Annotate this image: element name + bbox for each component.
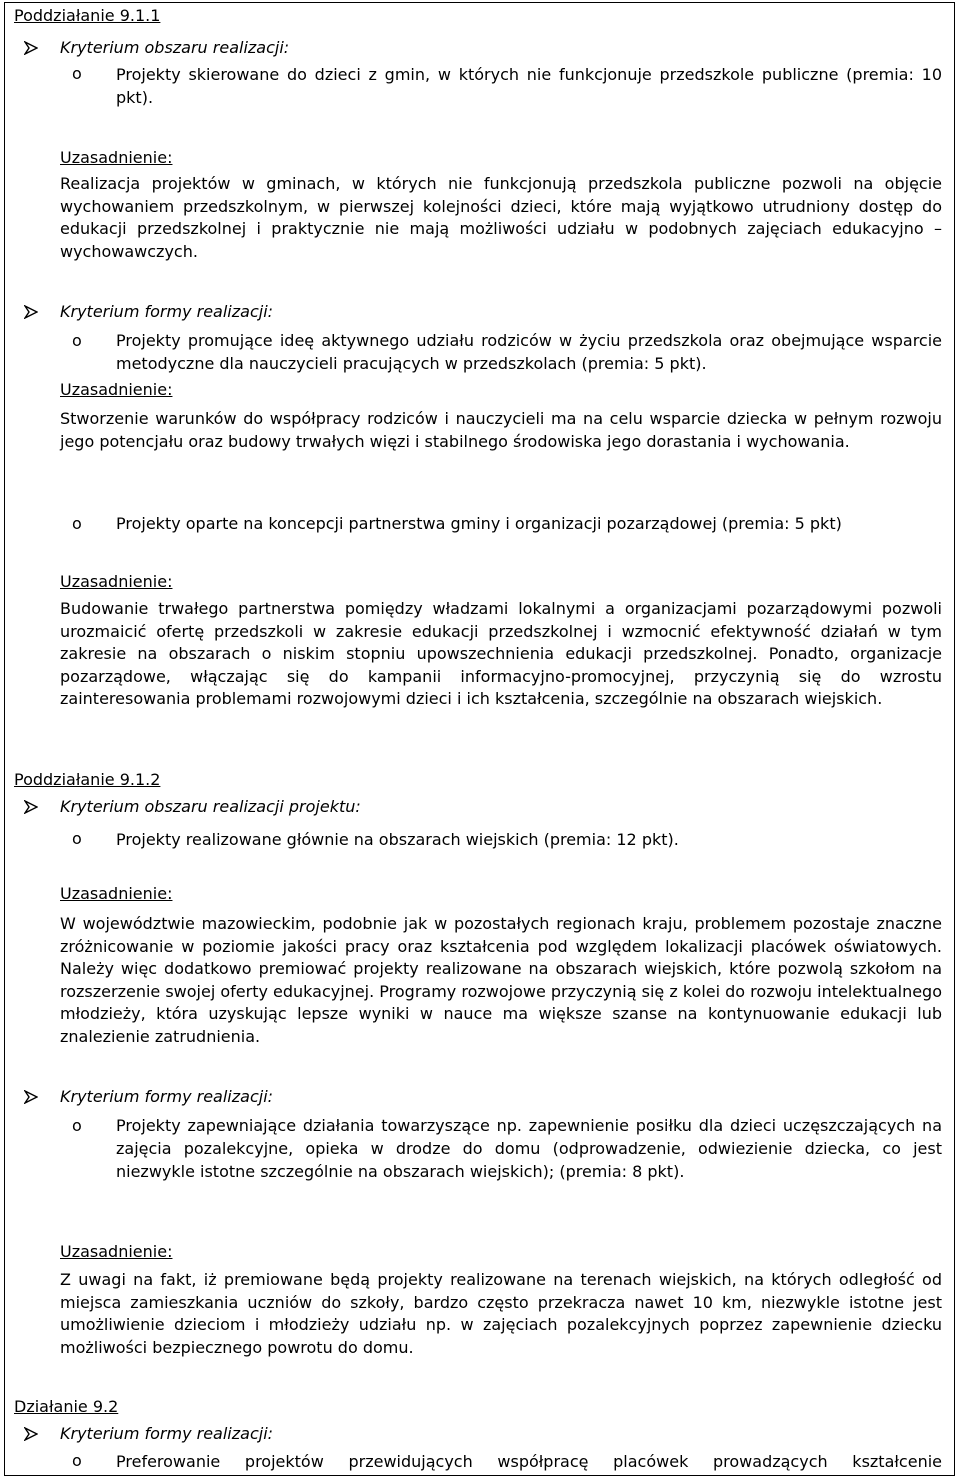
criterion-item: Projekty skierowane do dzieci z gmin, w których nie funkcjonuje przedszkole publiczne (premia: 10 pkt).: [116, 65, 942, 107]
criterion-area-9-1-1: [24, 38, 289, 58]
list-bullet: o: [72, 1116, 82, 1135]
criterion-item: Projekty zapewniające działania towarzyszące np. zapewnienie posiłku dla dzieci uczęszczających na zajęcia pozalekcyjne, opieka w drodze do domu (odprowadzenie, odwiezienie dziecka, co jest niezwykle istotne szczególnie na obszarach wiejskich); (premia: 8 pkt).: [116, 1116, 942, 1181]
criterion-form-9-1-1: [24, 302, 273, 322]
list-bullet: o: [72, 1451, 82, 1470]
criterion-item: Projekty promujące ideę aktywnego udziału rodziców w życiu przedszkola oraz obejmujące wsparcie metodyczne dla nauczycieli pracujących w przedszkolach (premia: 5 pkt).: [116, 331, 942, 373]
criterion-item: Projekty oparte na koncepcji partnerstwa gminy i organizacji pozarządowej (premia: 5 pkt): [116, 514, 842, 533]
criterion-item: Projekty realizowane głównie na obszarach wiejskich (premia: 12 pkt).: [116, 830, 679, 849]
arrow-bullet-icon: [24, 797, 60, 817]
justification-label: Uzasadnienie:: [60, 1242, 173, 1261]
criterion-label: Kryterium formy realizacji:: [60, 1087, 274, 1106]
justification-text: Stworzenie warunków do współpracy rodziców i nauczycieli ma na celu wsparcie dziecka w pełnym rozwoju jego potencjału oraz budowy trwałych więzi i stabilnego środowiska jego dorastania i wychowania.: [60, 409, 942, 451]
arrow-bullet-icon: [24, 1424, 60, 1444]
criterion-area-9-1-2: [24, 797, 361, 817]
justification-text: Budowanie trwałego partnerstwa pomiędzy władzami lokalnymi a organizacjami pozarządowymi pozwoli urozmaicić ofertę przedszkoli w zakresie edukacji przedszkolnej i wzmocnić efektywność działań w tym zakresie na obszarach o niskim stopniu upowszechnienia edukacji przedszkolnej. Ponadto, organizacje pozarządowe, włączając się do kampanii informacyjno-promocyjnej, przyczynią się do wzrostu zainteresowania problemami rozwojowymi dzieci i ich kształcenia, szczególnie na obszarach wiejskich.: [60, 599, 942, 708]
arrow-bullet-icon: [24, 38, 60, 58]
list-bullet: o: [72, 331, 82, 350]
justification-text: W województwie mazowieckim, podobnie jak w pozostałych regionach kraju, problemem pozostaje znaczne zróżnicowanie w poziomie jakości pracy oraz kształcenia pod względem lokalizacji placówek oświatowych. Należy więc dodatkowo premiować projekty realizowane na obszarach wiejskich, które pozwolą szkołom na rozszerzenie swojej oferty edukacyjnej. Programy rozwojowe przyczynią się z kolei do rozwoju intelektualnego młodzieży, która uzyskując lepsze wyniki w nauce ma większe szanse na kontynuowanie edukacji lub znalezienie zatrudnienia.: [60, 914, 942, 1046]
justification-label: Uzasadnienie:: [60, 380, 173, 399]
section-heading-9-1-2: Poddziałanie 9.1.2: [14, 770, 161, 789]
arrow-bullet-icon: [24, 1087, 60, 1107]
criterion-label: Kryterium obszaru realizacji projektu:: [60, 797, 361, 816]
justification-label: Uzasadnienie:: [60, 148, 173, 167]
section-heading-9-1-1: Poddziałanie 9.1.1: [14, 6, 161, 25]
justification-text: Z uwagi na fakt, iż premiowane będą projekty realizowane na terenach wiejskich, na których odległość od miejsca zamieszkania uczniów do szkoły, bardzo często przekracza nawet 10 km, niezwykle istotne jest umożliwienie dzieciom i młodzieży udziału np. w zajęciach pozalekcyjnych poprzez zapewnienie dziecku możliwości bezpiecznego powrotu do domu.: [60, 1270, 942, 1357]
justification-label: Uzasadnienie:: [60, 884, 173, 903]
arrow-bullet-icon: [24, 302, 60, 322]
section-heading-9-2: Działanie 9.2: [14, 1397, 119, 1416]
justification-text: Realizacja projektów w gminach, w których nie funkcjonują przedszkola publiczne pozwoli na objęcie wychowaniem przedszkolnym, w pierwszej kolejności dzieci, które mają wyjątkowo utrudniony dostęp do edukacji przedszkolnej i praktycznie nie mają możliwości udziału w podobnych zajęciach edukacyjno – wychowawczych.: [60, 174, 942, 261]
justification-label: Uzasadnienie:: [60, 572, 173, 591]
list-bullet: o: [72, 64, 82, 83]
criterion-form-9-2: [24, 1424, 273, 1444]
list-bullet: o: [72, 514, 82, 533]
criterion-item: Preferowanie projektów przewidujących współpracę placówek prowadzących kształcenie: [116, 1452, 942, 1471]
criterion-label: Kryterium formy realizacji:: [60, 302, 274, 321]
criterion-form-9-1-2: [24, 1087, 273, 1107]
list-bullet: o: [72, 829, 82, 848]
criterion-label: Kryterium formy realizacji:: [60, 1424, 274, 1443]
criterion-label: Kryterium obszaru realizacji:: [60, 38, 290, 57]
